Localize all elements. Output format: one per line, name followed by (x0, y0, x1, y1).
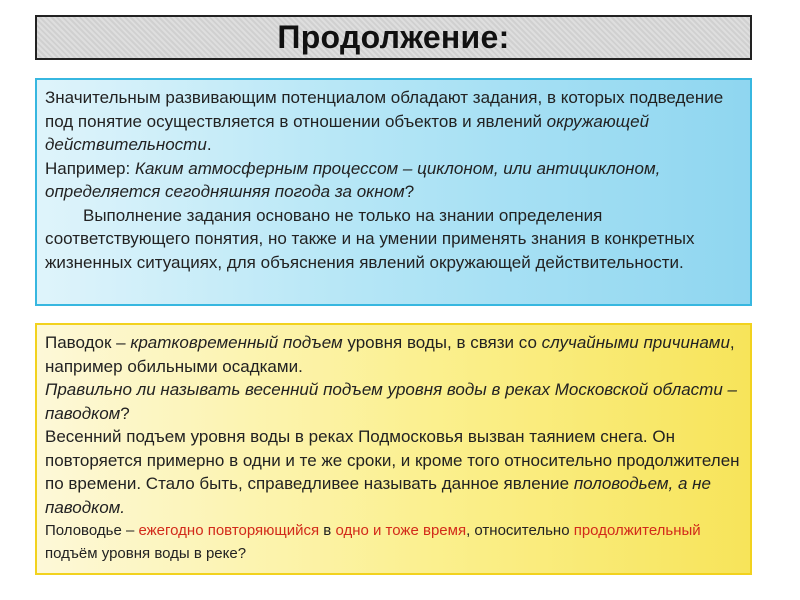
yellow-p4-in: в (319, 522, 336, 539)
blue-paragraph-2 (45, 157, 742, 204)
yellow-p4-red-b: одно и тоже время (335, 522, 467, 539)
blue-p1-text: Значительным развивающим потенциалом обладают задания, в которых подведение под понятие осуществляется в отношении объектов и явлений (45, 88, 724, 131)
yellow-p2-question: Правильно ли называть весенний подъем уровня воды в реках Московской области – паводком (45, 380, 737, 423)
info-box-yellow (35, 323, 752, 575)
yellow-p1-text: уровня воды, в связи со (342, 333, 542, 352)
yellow-p4-red-c: продолжительный (573, 522, 701, 539)
yellow-p1-term: Паводок – (45, 333, 131, 352)
yellow-paragraph-1 (45, 331, 742, 378)
yellow-p4-text: , относительно (466, 522, 574, 539)
yellow-paragraph-2 (45, 378, 742, 425)
yellow-p2-mark: ? (120, 403, 130, 423)
yellow-p1-italic-a: кратковременный подъем (130, 333, 343, 352)
yellow-paragraph-3 (45, 425, 742, 519)
blue-p1-italic: окружающей действительности (45, 111, 650, 154)
yellow-paragraph-4 (45, 519, 742, 565)
blue-p2-lead: Например: (45, 158, 135, 178)
yellow-p3-text: Весенний подъем уровня воды в реках Подмосковья вызван таянием снега. Он повторяется примерно в одни и те же сроки, и кроме того относительно продолжителен по времени. Стало быть, справедливее называть данное явление (45, 427, 740, 493)
yellow-p4-term: Половодье – (45, 522, 139, 539)
page-title: Продолжение: (277, 19, 510, 55)
blue-p2-question: Каким атмосферным процессом – циклоном, или антициклоном, определяется сегодняшняя погода за окном (45, 158, 661, 201)
yellow-p1-italic-b: случайными причинами (541, 333, 730, 352)
title-banner (35, 15, 752, 60)
info-box-blue (35, 78, 752, 306)
blue-paragraph-1 (45, 86, 742, 157)
yellow-p4-red-a: ежегодно повторяющийся (138, 522, 320, 539)
blue-p2-mark: ? (404, 182, 415, 201)
yellow-p1-end: , например обильными осадками. (45, 333, 735, 376)
yellow-p4-end: подъём уровня воды в реке? (45, 545, 247, 562)
blue-paragraph-3: Выполнение задания основано не только на знании определения соответствующего понятия, но также и на умении применять знания в конкретных жизненных ситуациях, для объяснения явлений окружающей действительности. (45, 205, 695, 272)
yellow-p3-italic: половодьем, а не паводком. (45, 474, 711, 517)
blue-p1-end: . (206, 135, 212, 154)
